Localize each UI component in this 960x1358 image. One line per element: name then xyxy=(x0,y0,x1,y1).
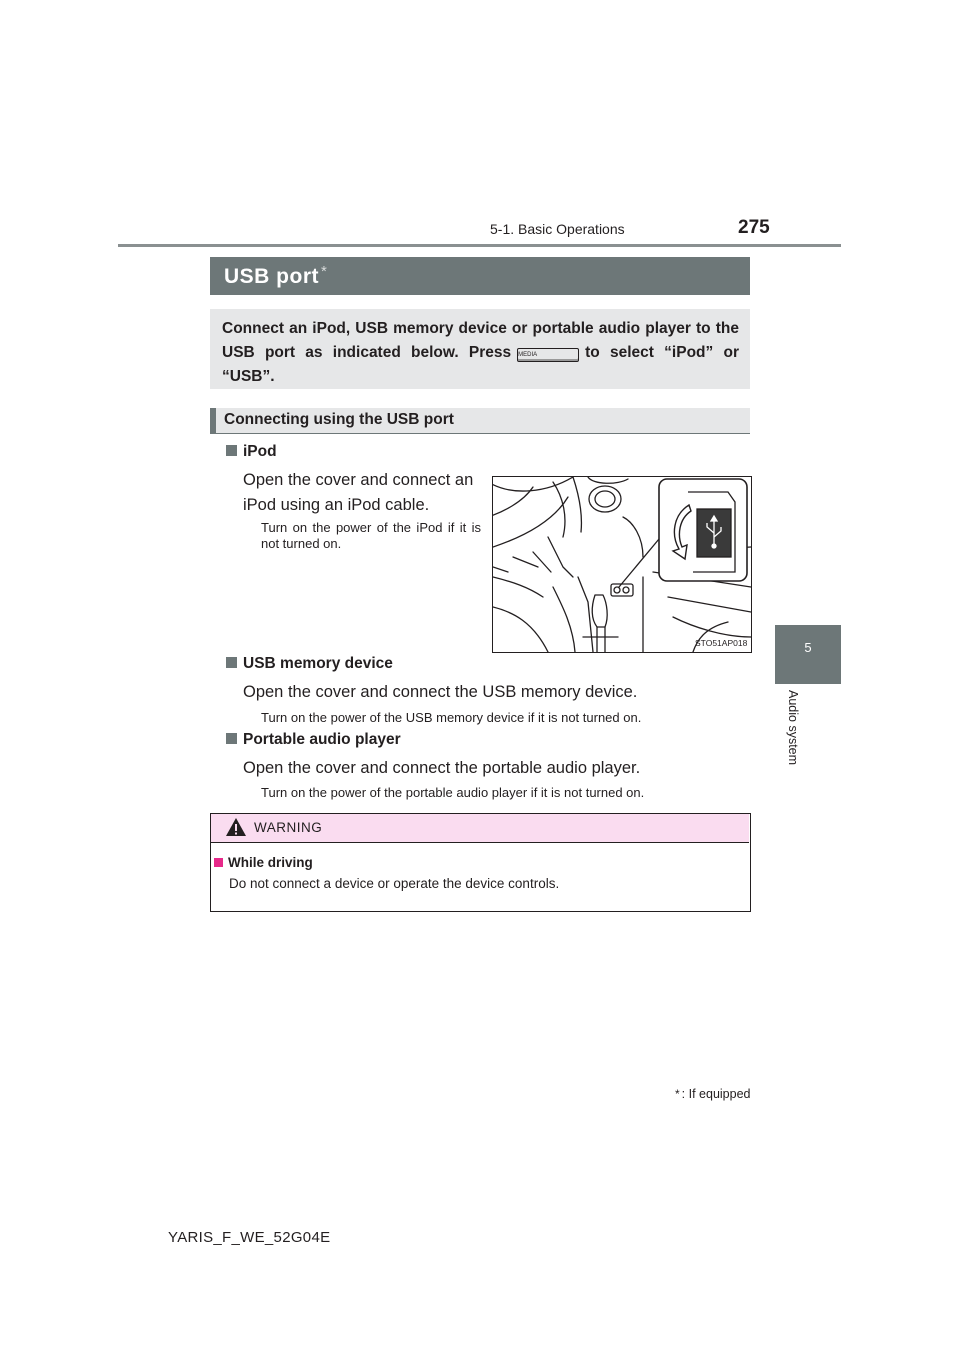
page-number: 275 xyxy=(738,217,770,238)
warning-item-heading xyxy=(214,855,313,870)
item-body-ipod: Open the cover and connect an iPod using an iPod cable. xyxy=(243,471,474,514)
item-note-ipod: Turn on the power of the iPod if it is not turned on. xyxy=(261,520,481,551)
usb-port-illustration xyxy=(492,476,752,653)
intro-part-2: to select “iPod” or “USB”. xyxy=(222,344,739,385)
item-heading-text: USB memory device xyxy=(243,655,393,672)
footnote-text: : If equipped xyxy=(681,1087,751,1101)
page-title xyxy=(224,263,327,289)
section-title: 5-1. Basic Operations xyxy=(490,221,625,237)
warning-item-heading-text: While driving xyxy=(228,855,313,870)
illustration-code: STO51AP018 xyxy=(695,638,748,648)
title-star: * xyxy=(321,263,328,280)
chapter-number: 5 xyxy=(804,640,812,655)
square-bullet-icon xyxy=(226,445,237,456)
subheading: Connecting using the USB port xyxy=(224,411,454,428)
intro-part-1: Connect an iPod, USB memory device or portable audio player to the USB port as indicated below. Press xyxy=(222,320,739,361)
header-rule xyxy=(118,244,841,247)
item-heading-text: Portable audio player xyxy=(243,731,401,748)
intro-text xyxy=(222,317,739,389)
footer-code: YARIS_F_WE_52G04E xyxy=(168,1229,331,1246)
item-body-portable-player: Open the cover and connect the portable audio player. xyxy=(243,759,641,777)
item-heading-usb-memory xyxy=(226,655,393,673)
warning-triangle-icon xyxy=(225,817,247,842)
item-note-usb-memory: Turn on the power of the USB memory device if it is not turned on. xyxy=(261,710,642,725)
subheading-accent xyxy=(210,408,216,434)
footnote xyxy=(675,1087,750,1101)
square-bullet-icon xyxy=(226,657,237,668)
media-button-icon: MEDIA xyxy=(517,348,579,362)
item-heading-text: iPod xyxy=(243,443,277,460)
square-bullet-icon xyxy=(214,858,223,867)
footnote-star: * xyxy=(675,1087,680,1101)
warning-title: WARNING xyxy=(254,820,323,835)
chapter-title: Audio system xyxy=(786,690,800,766)
dashboard-drawing xyxy=(493,477,751,652)
square-bullet-icon xyxy=(226,733,237,744)
item-heading-portable-player xyxy=(226,731,401,749)
page-title-text: USB port xyxy=(224,265,319,288)
item-heading-ipod xyxy=(226,443,277,461)
warning-item-body: Do not connect a device or operate the device controls. xyxy=(229,876,560,891)
item-note-portable-player: Turn on the power of the portable audio player if it is not turned on. xyxy=(261,785,645,800)
item-body-usb-memory: Open the cover and connect the USB memory device. xyxy=(243,683,638,701)
